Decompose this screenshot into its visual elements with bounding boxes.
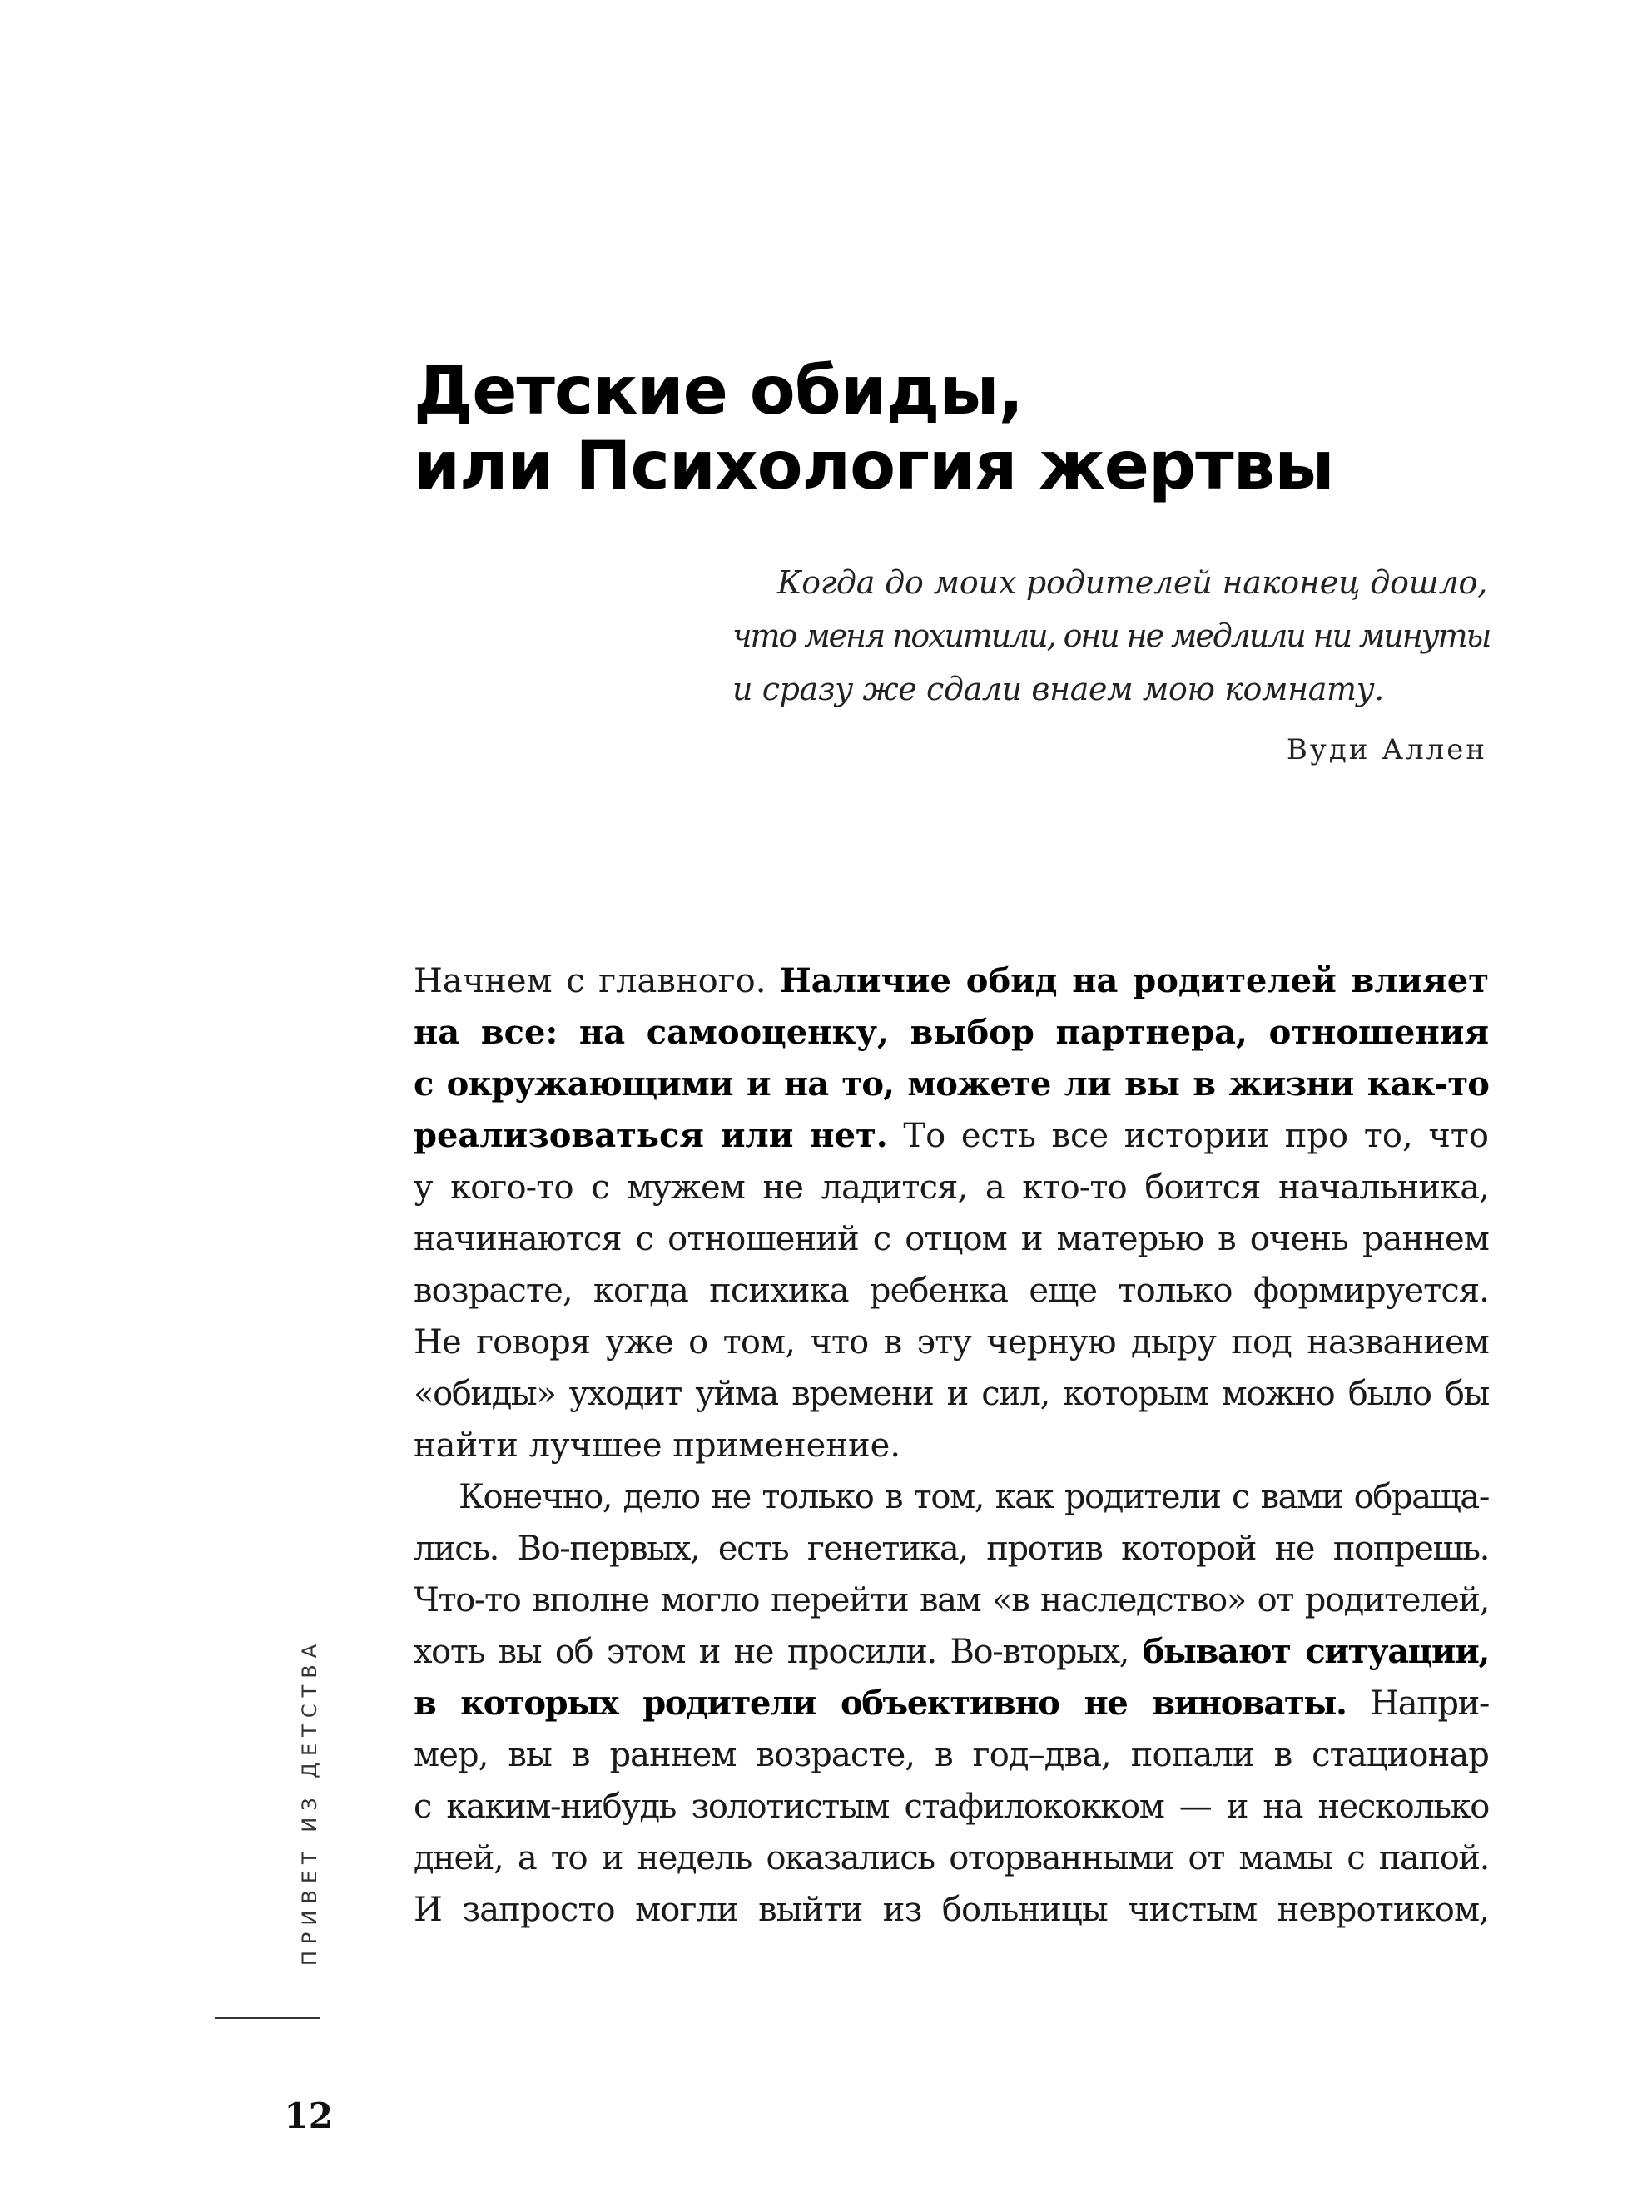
bold-text-run: Наличие обид на родителей влияет — [780, 961, 1489, 1000]
bold-text-line: с окружающими и на то, можете ли вы в жизни как-то — [414, 1064, 1489, 1104]
text-line — [414, 1110, 1489, 1162]
text-line: мер, вы в раннем возрасте, в год–два, попали в стационар — [414, 1736, 1489, 1774]
text-run: хоть вы об этом и не просили. Во-вторых, — [414, 1633, 1143, 1671]
text-line: начинаются с отношений с отцом и матерью в очень раннем — [414, 1220, 1489, 1258]
text-line: «обиды» уходит уйма времени и сил, которым можно было бы — [414, 1375, 1489, 1413]
page-number: 12 — [284, 2095, 333, 2136]
text-line — [414, 955, 1489, 1007]
epigraph-author: Вуди Аллен — [1286, 733, 1487, 766]
text-line: Не говоря уже о том, что в эту черную дыру под названием — [414, 1323, 1489, 1361]
text-line — [414, 1678, 1489, 1729]
text-line: И запросто могли выйти из больницы чистым невротиком, — [414, 1891, 1489, 1929]
text-line: дней, а то и недель оказались оторванными от мамы с папой. — [414, 1839, 1489, 1877]
epigraph-line: Когда до моих родителей наконец дошло, — [777, 564, 1488, 601]
chapter-title-line-1: Детские обиды, — [414, 352, 1023, 429]
epigraph-line: и сразу же сдали внаем мою комнату. — [732, 671, 1384, 707]
body-text — [414, 955, 1489, 1936]
bold-text-line: на все: на самооценку, выбор партнера, отношения — [414, 1013, 1489, 1052]
text-run: То есть все истории про то, что — [887, 1117, 1489, 1155]
running-head-divider — [215, 2017, 320, 2019]
text-line: возрасте, когда психика ребенка еще только формируется. — [414, 1272, 1489, 1310]
text-run: Начнем с главного. — [414, 962, 780, 1000]
text-run: Напри- — [1346, 1684, 1489, 1723]
text-line: найти лучшее применение. — [414, 1426, 901, 1465]
epigraph-line: что меня похитили, они не медлили ни минуты — [732, 617, 1491, 654]
chapter-title — [414, 354, 1496, 503]
text-line: с каким-нибудь золотистым стафилококком — и на несколько — [414, 1788, 1489, 1826]
text-line: Конечно, дело не только в том, как родители с вами обраща- — [459, 1478, 1489, 1516]
text-line — [414, 1626, 1489, 1678]
chapter-title-line-2: или Психология жертвы — [414, 427, 1334, 504]
text-line: лись. Во-первых, есть генетика, против которой не попрешь. — [414, 1530, 1489, 1568]
bold-text-run: бывают ситуации, — [1142, 1632, 1489, 1671]
bold-text-run: в которых родители объективно не виноваты. — [414, 1684, 1347, 1723]
text-line: у кого-то с мужем не ладится, а кто-то боится начальника, — [414, 1168, 1489, 1207]
running-head-text: ПРИВЕТ ИЗ ДЕТСТВА — [298, 1637, 321, 1966]
running-head — [293, 1606, 326, 1997]
text-line: Что-то вполне могло перейти вам «в наследство» от родителей, — [414, 1581, 1489, 1619]
epigraph — [732, 556, 1490, 716]
bold-text-run: реализоваться или нет. — [414, 1116, 888, 1155]
